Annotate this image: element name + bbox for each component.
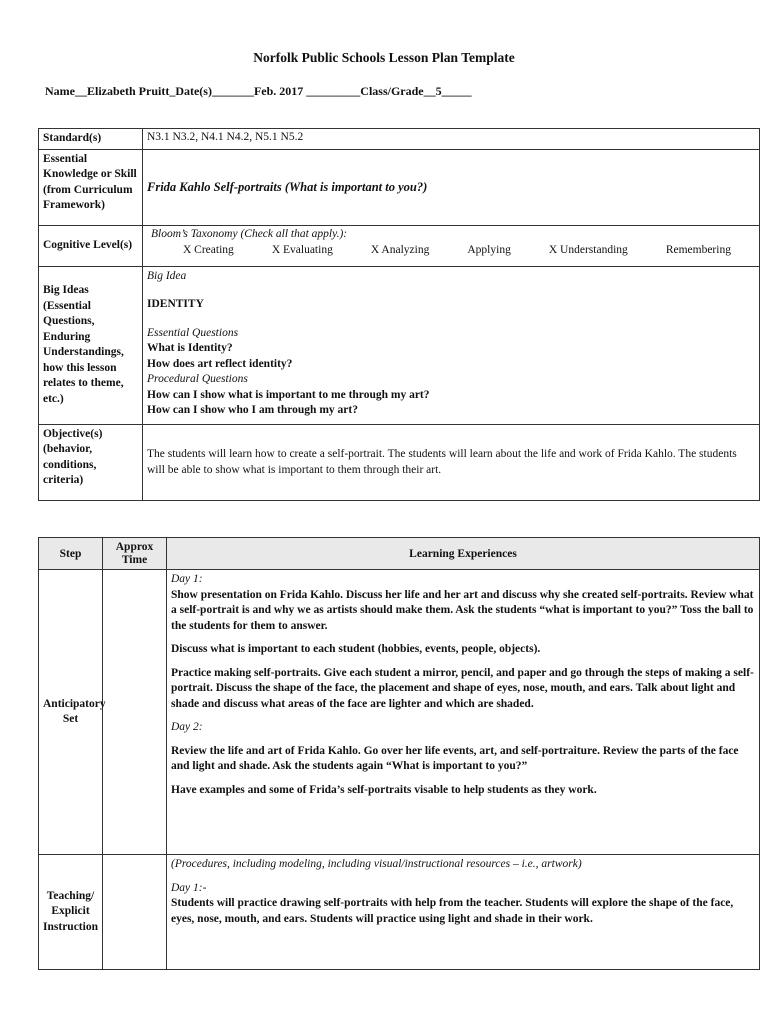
teach-day1-paragraph: Students will practice drawing self-portraits with help from the teacher. Students will explore the shape of the face, eyes, nose, mouth, and ears. Students will practice using light and shade in their work. [171, 897, 734, 925]
teaching-note: (Procedures, including modeling, including visual/instructional resources – i.e., artwork) [171, 858, 582, 870]
big-idea-value: IDENTITY [147, 298, 204, 310]
essential-cell [143, 149, 760, 225]
day2-paragraph: Review the life and art of Frida Kahlo. Go over her life events, art, and self-portraiture. Review the parts of the face and light and shade. Ask the students again “What is important to you?” [171, 744, 739, 772]
objective-row [39, 424, 760, 500]
big-idea-heading: Big Idea [147, 269, 187, 282]
bloom-option: X Creating [183, 243, 234, 256]
bloom-option: X Understanding [548, 243, 628, 256]
teaching-time [103, 855, 167, 970]
cognitive-row [39, 225, 760, 266]
essential-question: What is Identity? [147, 342, 233, 354]
big-ideas-label: Big Ideas (Essential Questions, Enduring Understandings, how this lesson relates to theme, etc.) [39, 266, 143, 424]
teaching-label: Teaching/ Explicit Instruction [39, 855, 103, 970]
anticipatory-content [167, 570, 760, 855]
essential-value: Frida Kahlo Self-portraits (What is important to you?) [147, 179, 428, 194]
standards-value: N3.1 N3.2, N4.1 N4.2, N5.1 N5.2 [143, 129, 760, 150]
big-ideas-cell [143, 266, 760, 424]
teaching-content [167, 855, 760, 970]
learning-header-row [39, 538, 760, 570]
day2-paragraph: Have examples and some of Frida’s self-portraits visable to help students as they work. [171, 783, 597, 796]
bloom-option: Applying [467, 243, 511, 256]
essential-row [39, 149, 760, 225]
col-approx-time: Approx Time [103, 538, 167, 570]
document-title: Norfolk Public Schools Lesson Plan Template [253, 50, 515, 65]
bloom-option: X Analyzing [370, 243, 430, 256]
bloom-option: Remembering [665, 243, 731, 256]
procedural-question: How can I show who I am through my art? [147, 404, 358, 416]
learning-experiences-table [38, 537, 760, 970]
bloom-option: X Evaluating [271, 243, 333, 256]
essential-questions-heading: Essential Questions [147, 326, 239, 339]
blooms-heading: Bloom’s Taxonomy (Check all that apply.): [151, 227, 348, 240]
standards-row [39, 129, 760, 150]
day1-heading: Day 1: [171, 573, 203, 585]
procedural-question: How can I show what is important to me through my art? [147, 388, 430, 401]
blooms-options [147, 244, 755, 256]
big-ideas-row [39, 266, 760, 424]
col-step: Step [39, 538, 103, 570]
procedural-questions-heading: Procedural Questions [147, 373, 248, 385]
cognitive-cell [143, 225, 760, 266]
objective-label: Objective(s) (behavior, conditions, criteria) [39, 424, 143, 500]
anticipatory-set-row [39, 570, 760, 855]
teaching-row [39, 855, 760, 970]
standards-label: Standard(s) [39, 129, 143, 150]
objective-value: The students will learn how to create a self-portrait. The students will learn about the life and work of Frida Kahlo. The students will be able to show what is important to them through their art. [143, 424, 760, 500]
day2-heading: Day 2: [171, 721, 203, 733]
anticipatory-set-label: Anticipatory Set [39, 570, 103, 855]
day1-paragraph: Discuss what is important to each student (hobbies, events, people, objects). [171, 643, 541, 655]
col-learning-experiences: Learning Experiences [167, 538, 760, 570]
day1-paragraph: Practice making self-portraits. Give each student a mirror, pencil, and paper and go through the steps of making a self-portrait. Discuss the shape of the face, the placement and shape of eyes, nose, mouth, and ears. Talk about light and shade and discuss what areas of the face are lighter and which are shaded. [171, 666, 754, 710]
anticipatory-time [103, 570, 167, 855]
day1-paragraph: Show presentation on Frida Kahlo. Discuss her life and her art and discuss why she created self-portraits. Review what a self-portrait is and why we as artists should make them. Ask the students “what is important to you?” Toss the ball to the students for them to answer. [171, 588, 754, 632]
cognitive-label: Cognitive Level(s) [39, 225, 143, 266]
essential-label: Essential Knowledge or Skill (from Curriculum Framework) [39, 149, 143, 225]
name-date-class-line: Name__Elizabeth Pruitt_Date(s)_______Feb. 2017 _________Class/Grade__5_____ [45, 84, 472, 98]
teach-day1-heading: Day 1:- [171, 881, 207, 894]
essential-question: How does art reflect identity? [147, 357, 293, 370]
lesson-overview-table [38, 128, 760, 501]
